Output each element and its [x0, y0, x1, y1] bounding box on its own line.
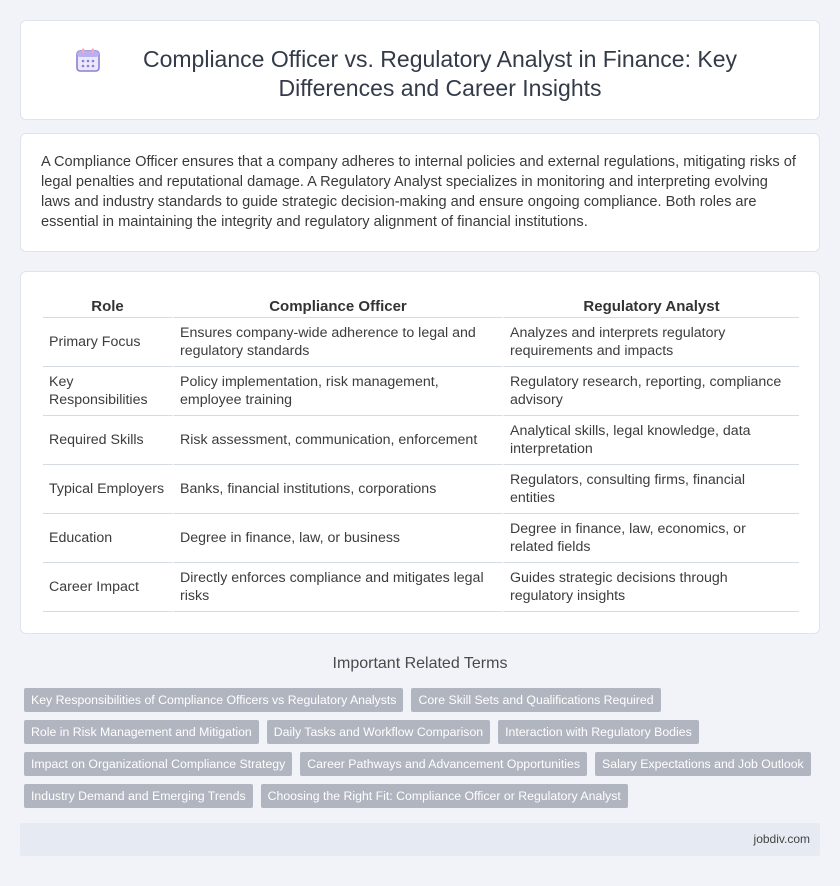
regulatory-analyst-cell: Regulatory research, reporting, compliance advisory: [502, 367, 799, 416]
column-header-regulatory-analyst: Regulatory Analyst: [502, 296, 799, 318]
table-row: [43, 416, 799, 465]
related-term-tag[interactable]: Daily Tasks and Workflow Comparison: [267, 720, 490, 744]
row-label: Career Impact: [43, 563, 172, 612]
intro-paragraph: A Compliance Officer ensures that a company adheres to internal policies and external regulations, mitigating risks of legal penalties and reputational damage. A Regulatory Analyst specializes in monitoring and interpreting evolving laws and industry standards to guide strategic decision-making and ensure ongoing compliance. Both roles are essential in maintaining the integrity and regulatory alignment of financial institutions.: [41, 154, 796, 230]
compliance-officer-cell: Risk assessment, communication, enforcement: [172, 416, 502, 465]
compliance-officer-cell: Ensures company-wide adherence to legal and regulatory standards: [172, 318, 502, 367]
table-row: [43, 367, 799, 416]
regulatory-analyst-cell: Guides strategic decisions through regulatory insights: [502, 563, 799, 612]
footer-bar: [20, 823, 820, 856]
table-row: [43, 318, 799, 367]
row-label: Required Skills: [43, 416, 172, 465]
column-header-role: Role: [43, 296, 172, 318]
comparison-table: [43, 296, 799, 612]
row-label: Primary Focus: [43, 318, 172, 367]
page-title: Compliance Officer vs. Regulatory Analyst in Finance: Key Differences and Career Insights: [142, 46, 737, 101]
row-label: Education: [43, 514, 172, 563]
regulatory-analyst-cell: Degree in finance, law, economics, or related fields: [502, 514, 799, 563]
related-terms-tags: [24, 688, 814, 808]
compliance-officer-cell: Banks, financial institutions, corporations: [172, 465, 502, 514]
column-header-compliance-officer: Compliance Officer: [172, 296, 502, 318]
table-row: [43, 514, 799, 563]
regulatory-analyst-cell: Regulators, consulting firms, financial entities: [502, 465, 799, 514]
regulatory-analyst-cell: Analytical skills, legal knowledge, data interpretation: [502, 416, 799, 465]
row-label: Typical Employers: [43, 465, 172, 514]
related-term-tag[interactable]: Core Skill Sets and Qualifications Required: [411, 688, 660, 712]
table-header-row: [43, 296, 799, 318]
compliance-officer-cell: Policy implementation, risk management, employee training: [172, 367, 502, 416]
comparison-table-card: [20, 271, 820, 634]
row-label: Key Responsibilities: [43, 367, 172, 416]
table-row: [43, 465, 799, 514]
related-term-tag[interactable]: Key Responsibilities of Compliance Officers vs Regulatory Analysts: [24, 688, 403, 712]
intro-card: [20, 133, 820, 252]
footer-site-link[interactable]: jobdiv.com: [753, 832, 810, 846]
related-term-tag[interactable]: Interaction with Regulatory Bodies: [498, 720, 699, 744]
related-term-tag[interactable]: Choosing the Right Fit: Compliance Officer or Regulatory Analyst: [261, 784, 628, 808]
regulatory-analyst-cell: Analyzes and interprets regulatory requirements and impacts: [502, 318, 799, 367]
calendar-icon: [75, 47, 101, 73]
related-term-tag[interactable]: Salary Expectations and Job Outlook: [595, 752, 811, 776]
related-terms-heading: Important Related Terms: [332, 655, 508, 672]
compliance-officer-cell: Directly enforces compliance and mitigates legal risks: [172, 563, 502, 612]
related-term-tag[interactable]: Role in Risk Management and Mitigation: [24, 720, 259, 744]
table-row: [43, 563, 799, 612]
related-term-tag[interactable]: Industry Demand and Emerging Trends: [24, 784, 253, 808]
compliance-officer-cell: Degree in finance, law, or business: [172, 514, 502, 563]
header-card: [20, 20, 820, 120]
related-term-tag[interactable]: Career Pathways and Advancement Opportunities: [300, 752, 587, 776]
related-term-tag[interactable]: Impact on Organizational Compliance Strategy: [24, 752, 292, 776]
